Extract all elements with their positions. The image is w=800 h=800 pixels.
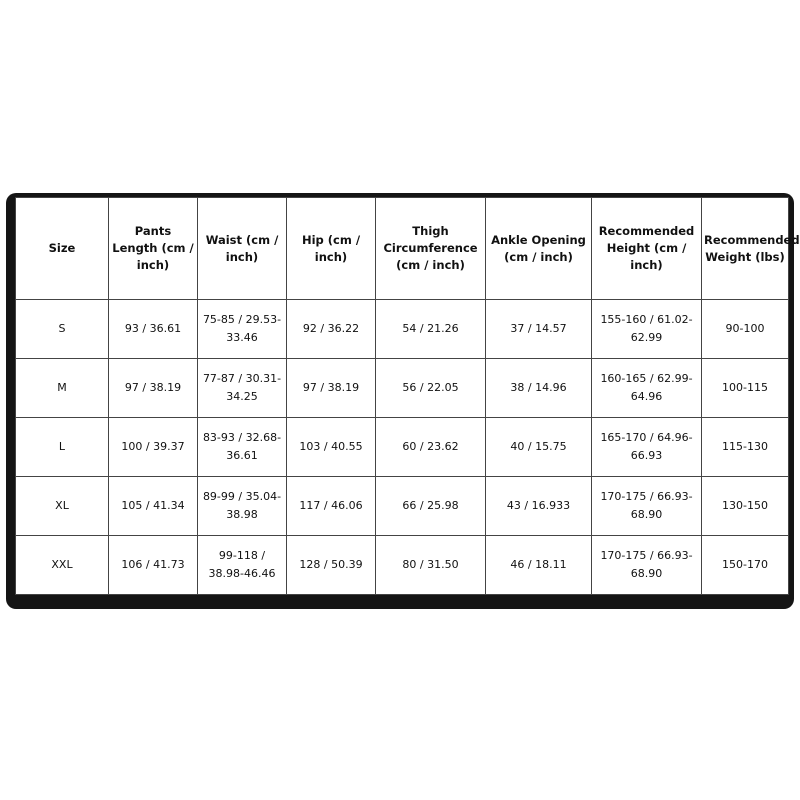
cell-pants-length: 97 / 38.19	[109, 359, 198, 418]
header-hip: Hip (cm / inch)	[287, 198, 376, 300]
cell-weight: 130-150	[702, 477, 789, 536]
cell-ankle: 38 / 14.96	[486, 359, 592, 418]
cell-size: M	[16, 359, 109, 418]
cell-waist: 75-85 / 29.53-33.46	[198, 300, 287, 359]
cell-ankle: 46 / 18.11	[486, 536, 592, 595]
cell-thigh: 60 / 23.62	[376, 418, 486, 477]
cell-hip: 97 / 38.19	[287, 359, 376, 418]
cell-hip: 128 / 50.39	[287, 536, 376, 595]
table-row	[16, 418, 789, 477]
cell-ankle: 43 / 16.933	[486, 477, 592, 536]
table-row	[16, 536, 789, 595]
header-thigh-circumference: Thigh Circumference (cm / inch)	[376, 198, 486, 300]
header-recommended-height: Recommended Height (cm / inch)	[592, 198, 702, 300]
cell-waist: 99-118 / 38.98-46.46	[198, 536, 287, 595]
cell-waist: 89-99 / 35.04-38.98	[198, 477, 287, 536]
cell-hip: 103 / 40.55	[287, 418, 376, 477]
cell-hip: 117 / 46.06	[287, 477, 376, 536]
table-row	[16, 359, 789, 418]
cell-weight: 100-115	[702, 359, 789, 418]
header-row	[16, 198, 789, 300]
header-ankle-opening: Ankle Opening (cm / inch)	[486, 198, 592, 300]
cell-height: 170-175 / 66.93-68.90	[592, 536, 702, 595]
size-chart-sheet	[15, 197, 800, 594]
cell-size: XXL	[16, 536, 109, 595]
cell-size: S	[16, 300, 109, 359]
cell-thigh: 56 / 22.05	[376, 359, 486, 418]
cell-height: 160-165 / 62.99-64.96	[592, 359, 702, 418]
cell-weight: 150-170	[702, 536, 789, 595]
cell-pants-length: 106 / 41.73	[109, 536, 198, 595]
cell-waist: 77-87 / 30.31-34.25	[198, 359, 287, 418]
table-frame	[6, 193, 800, 609]
cell-thigh: 80 / 31.50	[376, 536, 486, 595]
size-chart-table	[15, 197, 800, 595]
header-size: Size	[16, 198, 109, 300]
cell-thigh: 66 / 25.98	[376, 477, 486, 536]
cell-size: L	[16, 418, 109, 477]
cell-waist: 83-93 / 32.68-36.61	[198, 418, 287, 477]
cell-ankle: 37 / 14.57	[486, 300, 592, 359]
cell-weight: 115-130	[702, 418, 789, 477]
cell-pants-length: 93 / 36.61	[109, 300, 198, 359]
cell-size: XL	[16, 477, 109, 536]
cell-height: 170-175 / 66.93-68.90	[592, 477, 702, 536]
table-row	[16, 300, 789, 359]
table-row	[16, 477, 789, 536]
cell-height: 165-170 / 64.96-66.93	[592, 418, 702, 477]
header-waist: Waist (cm / inch)	[198, 198, 287, 300]
cell-weight: 90-100	[702, 300, 789, 359]
cell-hip: 92 / 36.22	[287, 300, 376, 359]
cell-pants-length: 100 / 39.37	[109, 418, 198, 477]
cell-height: 155-160 / 61.02-62.99	[592, 300, 702, 359]
header-recommended-weight: Recommended Weight (lbs)	[702, 198, 789, 300]
header-pants-length: Pants Length (cm / inch)	[109, 198, 198, 300]
cell-thigh: 54 / 21.26	[376, 300, 486, 359]
cell-ankle: 40 / 15.75	[486, 418, 592, 477]
cell-pants-length: 105 / 41.34	[109, 477, 198, 536]
